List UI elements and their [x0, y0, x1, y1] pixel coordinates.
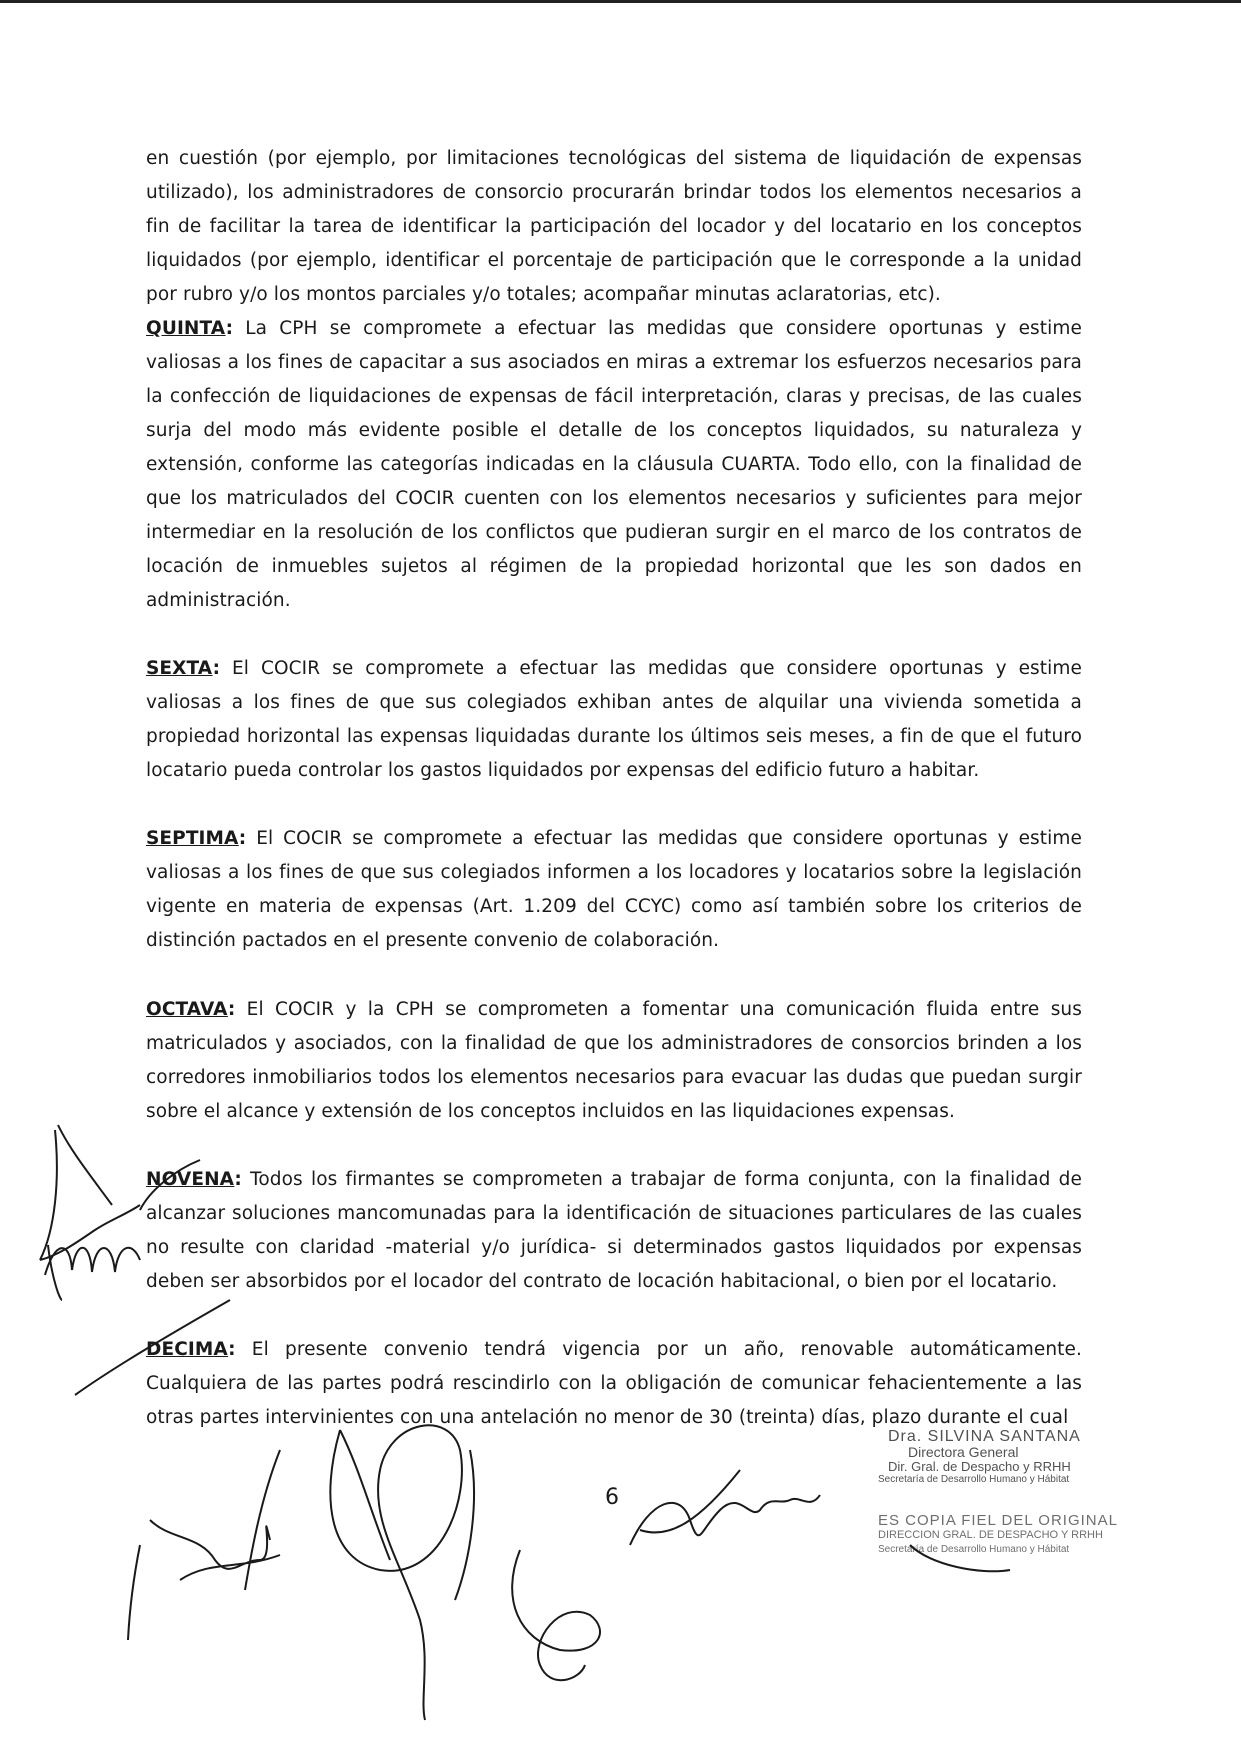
clause-quinta: QUINTA: La CPH se compromete a efectuar las medidas que considere oportunas y estime valiosas a los fines de capacitar a sus asociados en miras a extremar los esfuerzos necesarios para la confección de liquidaciones de expensas de fácil interpretación, claras y precisas, de las cuales surja del modo más evidente posible el detalle de los conceptos liquidados, su naturaleza y extensión, conforme las categorías indicadas en la cláusula CUARTA. Todo ello, con la finalidad de que los matriculados del COCIR cuenten con los elementos necesarios y suficientes para mejor intermediar en la resolución de los conflictos que pudieran surgir en el marco de los contratos de locación de inmuebles sujetos al régimen de la propiedad horizontal que les son dados en administración. [146, 318, 1082, 611]
stamp-line: Secretaría de Desarrollo Humano y Hábitat [878, 1544, 1070, 1555]
clause-text: El COCIR y la CPH se comprometen a fomentar una comunicación fluida entre sus matriculados y asociados, con la finalidad de que los administradores de consorcios brinden a los corredores inmobiliarios todos los elementos necesarios para evacuar las dudas que puedan surgir sobre el alcance y extensión de los conceptos incluidos en las liquidaciones expensas. [146, 999, 1082, 1122]
stamp-line: ES COPIA FIEL DEL ORIGINAL [878, 1512, 1118, 1529]
stamp-underline [910, 1545, 1010, 1571]
clause-text: Todos los firmantes se comprometen a trabajar de forma conjunta, con la finalidad de alcanzar soluciones mancomunadas para la identificación de situaciones particulares de las cuales no resulte con claridad -material y/o jurídica- si determinados gastos liquidados por expensas deben ser absorbidos por el locador del contrato de locación habitacional, o bien por el locatario. [146, 1169, 1082, 1292]
stamp-line: DIRECCION GRAL. DE DESPACHO Y RRHH [878, 1529, 1103, 1541]
clause-text: El presente convenio tendrá vigencia por un año, renovable automáticamente. Cualquiera de las partes podrá rescindirlo con la obligación de comunicar fehacientemente a las otras partes intervinientes con una antelación no menor de 30 (treinta) días, plazo durante el cual [146, 1339, 1082, 1428]
clause-sexta: SEXTA: El COCIR se compromete a efectuar las medidas que considere oportunas y estime valiosas a los fines de que sus colegiados exhiban antes de alquilar una vivienda sometida a propiedad horizontal las expensas liquidadas durante los últimos seis meses, a fin de que el futuro locatario pueda controlar los gastos liquidados por expensas del edificio futuro a habitar. [146, 658, 1082, 781]
clause-label: OCTAVA [146, 999, 228, 1020]
clause-label: SEPTIMA [146, 828, 239, 849]
clause-octava: OCTAVA: El COCIR y la CPH se comprometen a fomentar una comunicación fluida entre sus matriculados y asociados, con la finalidad de que los administradores de consorcios brinden a los corredores inmobiliarios todos los elementos necesarios para evacuar las dudas que puedan surgir sobre el alcance y extensión de los conceptos incluidos en las liquidaciones expensas. [146, 999, 1082, 1122]
clause-text: El COCIR se compromete a efectuar las medidas que considere oportunas y estime valiosas a los fines de que sus colegiados informen a los locadores y locatarios sobre la legislación vigente en materia de expensas (Art. 1.209 del CCYC) como así también sobre los criterios de distinción pactados en el presente convenio de colaboración. [146, 828, 1082, 951]
clause-text: El COCIR se compromete a efectuar las medidas que considere oportunas y estime valiosas a los fines de que sus colegiados exhiban antes de alquilar una vivienda sometida a propiedad horizontal las expensas liquidadas durante los últimos seis meses, a fin de que el futuro locatario pueda controlar los gastos liquidados por expensas del edificio futuro a habitar. [146, 658, 1082, 781]
clause-novena: NOVENA: Todos los firmantes se comprometen a trabajar de forma conjunta, con la finalidad de alcanzar soluciones mancomunadas para la identificación de situaciones particulares de las cuales no resulte con claridad -material y/o jurídica- si determinados gastos liquidados por expensas deben ser absorbidos por el locador del contrato de locación habitacional, o bien por el locatario. [146, 1169, 1082, 1292]
clause-label: QUINTA [146, 318, 226, 339]
clause-label: SEXTA [146, 658, 213, 679]
stamp-line: Dir. Gral. de Despacho y RRHH [888, 1459, 1071, 1474]
signature-right [630, 1470, 820, 1545]
stamp-line: Directora General [908, 1444, 1019, 1460]
stamp-line: Dra. SILVINA SANTANA [888, 1428, 1081, 1445]
margin-line [75, 1300, 230, 1395]
page-number: 6 [605, 1485, 619, 1510]
stamp-line: Secretaría de Desarrollo Humano y Hábitat [878, 1474, 1070, 1485]
clause-text: La CPH se compromete a efectuar las medidas que considere oportunas y estime valiosas a los fines de capacitar a sus asociados en miras a extremar los esfuerzos necesarios para la confección de liquidaciones de expensas de fácil interpretación, claras y precisas, de las cuales surja del modo más evidente posible el detalle de los conceptos liquidados, su naturaleza y extensión, conforme las categorías indicadas en la cláusula CUARTA. Todo ello, con la finalidad de que los matriculados del COCIR cuenten con los elementos necesarios y suficientes para mejor intermediar en la resolución de los conflictos que pudieran surgir en el marco de los contratos de locación de inmuebles sujetos al régimen de la propiedad horizontal que les son dados en administración. [146, 318, 1082, 611]
signature-left [128, 1450, 280, 1640]
signature-center [330, 1425, 600, 1720]
clause-label: DECIMA [146, 1339, 229, 1360]
clause-label: NOVENA [146, 1169, 235, 1190]
clause-septima: SEPTIMA: El COCIR se compromete a efectuar las medidas que considere oportunas y estime valiosas a los fines de que sus colegiados informen a los locadores y locatarios sobre la legislación vigente en materia de expensas (Art. 1.209 del CCYC) como así también sobre los criterios de distinción pactados en el presente convenio de colaboración. [146, 828, 1082, 951]
paragraph-text: en cuestión (por ejemplo, por limitaciones tecnológicas del sistema de liquidación de expensas utilizado), los administradores de consorcio procurarán brindar todos los elementos necesarios a fin de facilitar la tarea de identificar la participación del locador y del locatario en los conceptos liquidados (por ejemplo, identificar el porcentaje de participación que le corresponde a la unidad por rubro y/o los montos parciales y/o totales; acompañar minutas aclaratorias, etc). [146, 148, 1082, 305]
margin-initial-signature [40, 1125, 200, 1300]
clause-decima: DECIMA: El presente convenio tendrá vigencia por un año, renovable automáticamente. Cualquiera de las partes podrá rescindirlo con la obligación de comunicar fehacientemente a las otras partes intervinientes con una antelación no menor de 30 (treinta) días, plazo durante el cual [146, 1339, 1082, 1428]
